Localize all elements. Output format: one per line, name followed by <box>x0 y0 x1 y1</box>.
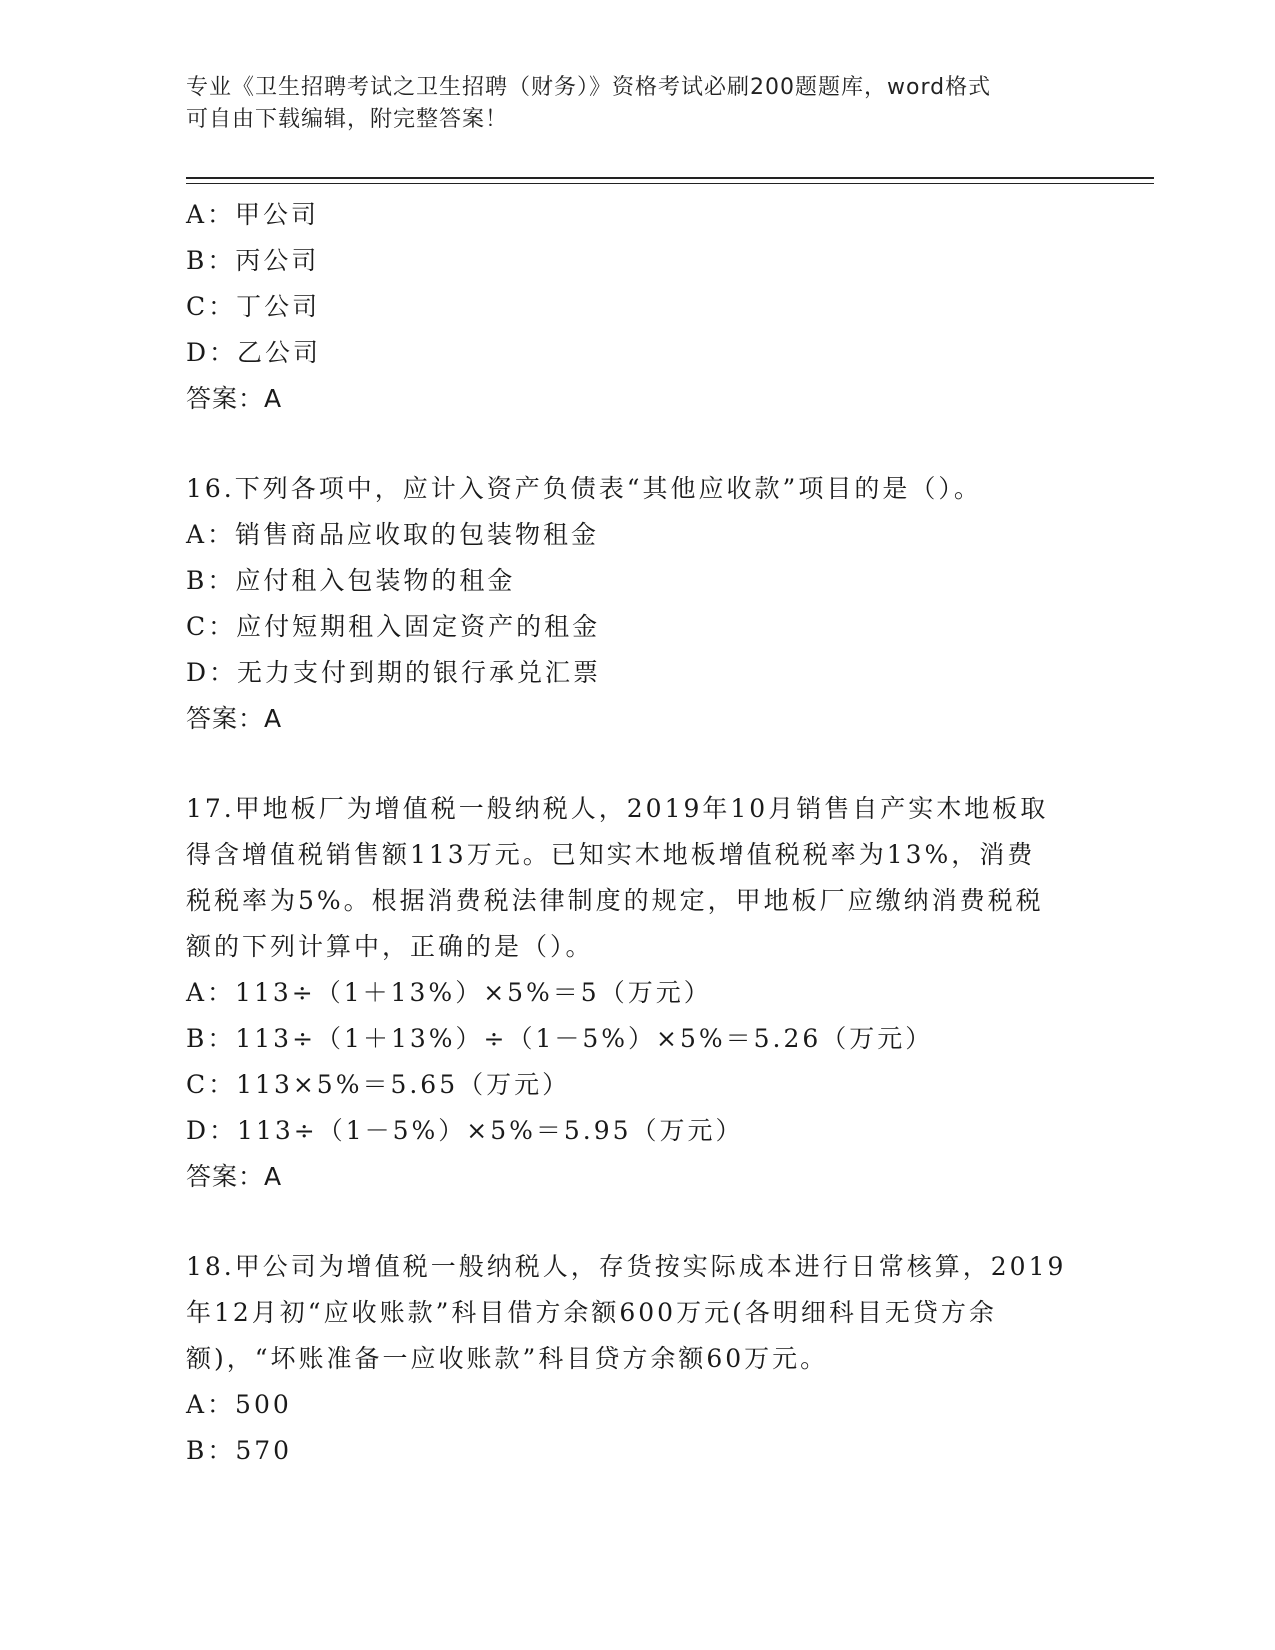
question-18 <box>186 1244 1086 1474</box>
question-17 <box>186 786 1086 1200</box>
answer: 答案：A <box>186 384 283 413</box>
header-note <box>186 72 1066 136</box>
option-a: A：甲公司 <box>186 200 320 229</box>
option-d: D：113÷（1－5%）×5%＝5.95（万元） <box>186 1116 744 1145</box>
answer: 答案：A <box>186 704 283 733</box>
option-d: D：乙公司 <box>186 338 322 367</box>
option-c: C：应付短期租入固定资产的租金 <box>186 612 601 641</box>
option-b: B：113÷（1＋13%）÷（1－5%）×5%＝5.26（万元） <box>186 1024 934 1053</box>
option-d: D：无力支付到期的银行承兑汇票 <box>186 658 602 687</box>
question-text-line-1: 17.甲地板厂为增值税一般纳税人，2019年10月销售自产实木地板取 <box>186 794 1049 823</box>
option-b: B：570 <box>186 1436 293 1465</box>
option-c: C：丁公司 <box>186 292 321 321</box>
question-text: 16.下列各项中，应计入资产负债表“其他应收款”项目的是（）。 <box>186 474 982 503</box>
question-16 <box>186 466 1086 742</box>
question-15 <box>186 192 1086 422</box>
header-divider-thin <box>186 183 1154 184</box>
header-note-line-2: 可自由下载编辑，附完整答案！ <box>186 107 509 132</box>
option-a: A：500 <box>186 1390 292 1419</box>
option-b: B：应付租入包装物的租金 <box>186 566 516 595</box>
document-body <box>186 192 1086 1474</box>
option-a: A：113÷（1＋13%）×5%＝5（万元） <box>186 978 712 1007</box>
header-note-line-1: 专业《卫生招聘考试之卫生招聘（财务）》资格考试必刷200题题库，word格式 <box>186 75 992 100</box>
question-text-line-1: 18.甲公司为增值税一般纳税人，存货按实际成本进行日常核算，2019 <box>186 1252 1067 1281</box>
question-text-line-3: 税税率为5%。根据消费税法律制度的规定，甲地板厂应缴纳消费税税 <box>186 886 1044 915</box>
option-c: C：113×5%＝5.65（万元） <box>186 1070 571 1099</box>
option-a: A：销售商品应收取的包装物租金 <box>186 520 600 549</box>
question-text-line-3: 额)，“坏账准备一应收账款”科目贷方余额60万元。 <box>186 1344 829 1373</box>
question-text-line-2: 年12月初“应收账款”科目借方余额600万元(各明细科目无贷方余 <box>186 1298 997 1327</box>
question-text-line-2: 得含增值税销售额113万元。已知实木地板增值税税率为13%，消费 <box>186 840 1036 869</box>
header-divider-thick <box>186 177 1154 179</box>
option-b: B：丙公司 <box>186 246 320 275</box>
question-text-line-4: 额的下列计算中，正确的是（）。 <box>186 932 594 961</box>
answer: 答案：A <box>186 1162 283 1191</box>
